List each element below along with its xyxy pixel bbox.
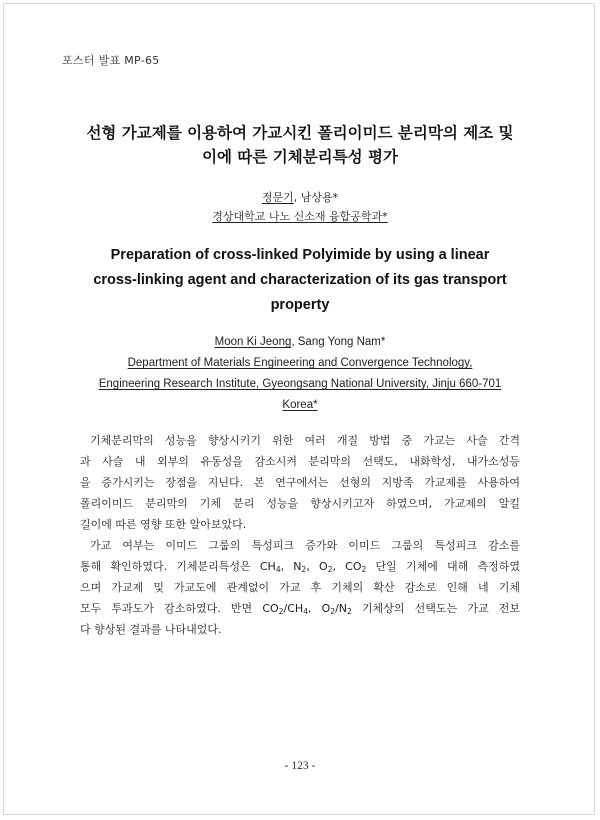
- affiliation-en-1: Department of Materials Engineering and Convergence Technology,: [127, 357, 473, 369]
- session-label: 포스터 발표 MP-65: [62, 54, 160, 67]
- coauthor-names-en: , Sang Yong Nam*: [291, 336, 386, 348]
- english-title-line-3: property: [270, 297, 330, 313]
- abstract-p2-line-1: 가교 여부는 이미드 그룹의 특성피크 증가와 이미드 그룹의 특성피크 감소를: [90, 539, 520, 552]
- abstract-p1-line-2: 과 사슬 내 외부의 유동성을 감소시켜 분리막의 선택도, 내화학성, 내가소성등: [80, 455, 520, 468]
- english-affiliation-line-1: [0, 353, 600, 374]
- english-title-line-2: cross-linking agent and characterization of its gas transport: [93, 272, 507, 288]
- english-affiliation-line-2: [0, 374, 600, 395]
- affiliation-ko-text: 경상대학교 나노 신소재 융합공학과*: [212, 210, 388, 223]
- abstract-p1-line-3: 을 증가시키는 장점을 지닌다. 본 연구에서는 선형의 지방족 가교제를 사용하여: [80, 476, 520, 489]
- abstract-p2-line-2: 통해 확인하였다. 기체분리특성은 $CH_4$, $N_2$, $O_2$, $CO_2$ 단일 기체에 대해 측정하였: [80, 560, 520, 574]
- presenter-name-ko: 정문기: [261, 191, 294, 204]
- english-affiliation-line-3: [0, 395, 600, 416]
- presenter-name-en: Moon Ki Jeong: [214, 336, 292, 348]
- coauthor-names-ko: , 남상용*: [293, 191, 339, 204]
- english-authors: [0, 332, 600, 353]
- korean-affiliation: [0, 208, 600, 224]
- affiliation-en-2: Engineering Research Institute, Gyeongsang National University, Jinju 660-701: [98, 378, 502, 390]
- abstract-p2-line-3: 으며 가교제 및 가교도에 관계없이 가교 후 기체의 확산 감소로 인해 네 기체: [80, 581, 520, 594]
- abstract-p1-line-1: 기체분리막의 성능을 향상시키기 위한 여러 개질 방법 중 가교는 사슬 간격: [90, 434, 520, 447]
- affiliation-en-3: Korea*: [282, 399, 318, 411]
- page-number: - 123 -: [284, 760, 316, 772]
- korean-title-line-1: 선형 가교제를 이용하여 가교시킨 폴리이미드 분리막의 제조 및: [86, 124, 514, 142]
- abstract-p2-line-5: 다 향상된 결과를 나타내었다.: [80, 623, 222, 636]
- korean-title-line-2: 이에 따른 기체분리특성 평가: [202, 148, 398, 166]
- abstract-p1-line-4: 폴리이미드 분리막의 기체 분리 성능을 향상시키고자 하였으며, 가교제의 알킬: [80, 497, 520, 510]
- english-title-line-1: Preparation of cross-linked Polyimide by using a linear: [110, 247, 490, 263]
- korean-authors: [0, 189, 600, 205]
- abstract-p1-line-5: 길이에 따른 영향 또한 알아보았다.: [80, 518, 247, 531]
- abstract-p2-line-4: 모두 투과도가 감소하였다. 반면 $CO_2/CH_4$, $O_2/N_2$ 기체상의 선택도는 가교 전보: [80, 602, 521, 616]
